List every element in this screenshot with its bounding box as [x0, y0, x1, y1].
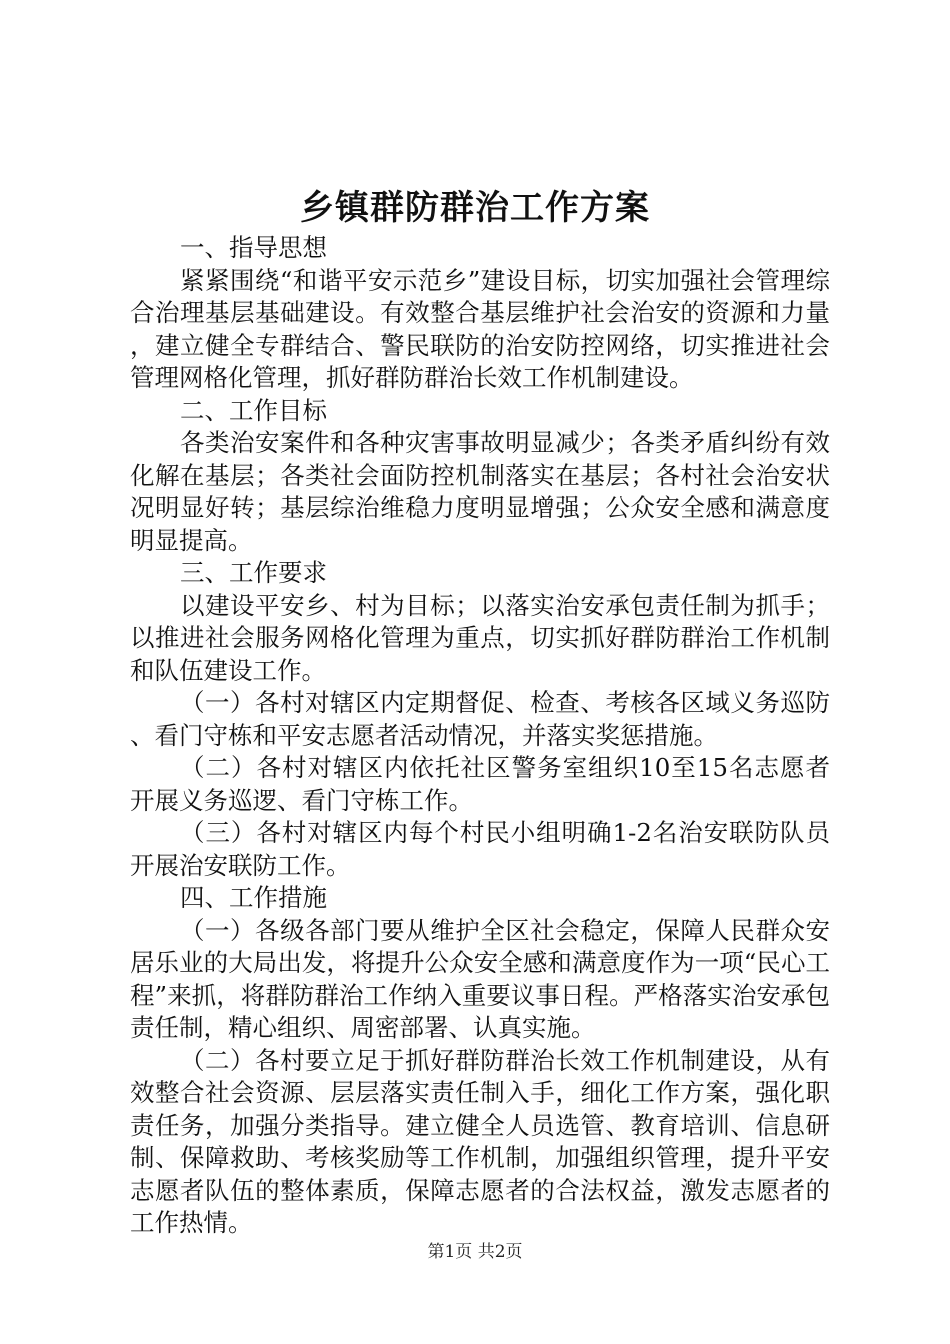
section-paragraph: （一）各级各部门要从维护全区社会稳定，保障人民群众安居乐业的大局出发，将提升公众安全感和满意度作为一项“民心工程”来抓，将群防群治工作纳入重要议事日程。严格落实治安承包责任制，精心组织、周密部署、认真实施。	[130, 915, 830, 1042]
section-heading: 三、工作要求	[180, 558, 327, 587]
section-paragraph: （三）各村对辖区内每个村民小组明确1-2名治安联防队员开展治安联防工作。	[130, 818, 830, 880]
section-paragraph: （一）各村对辖区内定期督促、检查、考核各区域义务巡防、看门守栋和平安志愿者活动情况，并落实奖惩措施。	[130, 688, 830, 750]
section-heading: 一、指导思想	[180, 233, 327, 262]
page-number-footer: 第1页 共2页	[427, 1242, 523, 1262]
document-title: 乡镇群防群治工作方案	[300, 188, 650, 228]
section-paragraph: 紧紧围绕“和谐平安示范乡”建设目标，切实加强社会管理综合治理基层基础建设。有效整合基层维护社会治安的资源和力量，建立健全专群结合、警民联防的治安防控网络，切实推进社会管理网格化管理，抓好群防群治长效工作机制建设。	[130, 265, 830, 392]
section-paragraph: 以建设平安乡、村为目标；以落实治安承包责任制为抓手；以推进社会服务网格化管理为重点，切实抓好群防群治工作机制和队伍建设工作。	[130, 590, 830, 685]
document-body	[130, 232, 830, 1240]
section-paragraph: 各类治安案件和各种灾害事故明显减少；各类矛盾纠纷有效化解在基层；各类社会面防控机制落实在基层；各村社会治安状况明显好转；基层综治维稳力度明显增强；公众安全感和满意度明显提高。	[130, 428, 830, 555]
section-paragraph: （二）各村要立足于抓好群防群治长效工作机制建设，从有效整合社会资源、层层落实责任制入手，细化工作方案，强化职责任务，加强分类指导。建立健全人员选管、教育培训、信息研制、保障救助、考核奖励等工作机制，加强组织管理，提升平安志愿者队伍的整体素质，保障志愿者的合法权益，激发志愿者的工作热情。	[130, 1045, 830, 1237]
section-heading: 四、工作措施	[180, 883, 327, 912]
section-paragraph: （二）各村对辖区内依托社区警务室组织10至15名志愿者开展义务巡逻、看门守栋工作。	[130, 753, 830, 815]
section-heading: 二、工作目标	[180, 395, 327, 425]
